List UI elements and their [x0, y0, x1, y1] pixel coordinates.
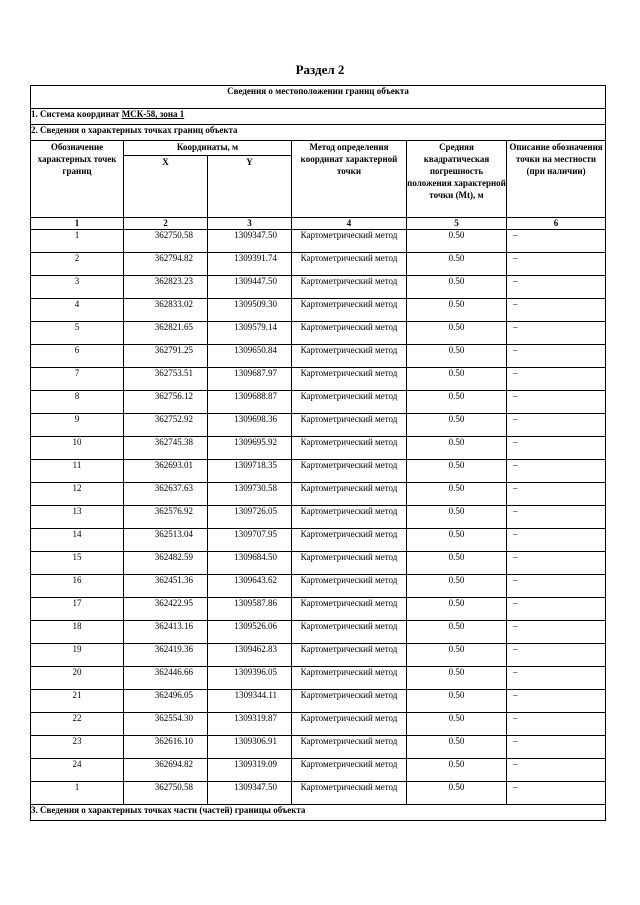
header-coordinates: Координаты, м	[124, 141, 292, 156]
accuracy: 0.50	[407, 667, 507, 690]
method: Картометрический метод	[292, 736, 407, 759]
table-row	[31, 621, 606, 644]
table-row	[31, 253, 606, 276]
coord-y: 1309396.05	[208, 667, 292, 690]
header-method: Метод определения координат характерной точки	[292, 141, 407, 218]
method: Картометрический метод	[292, 506, 407, 529]
description: –	[507, 276, 606, 299]
coord-y: 1309698.36	[208, 414, 292, 437]
method: Картометрический метод	[292, 644, 407, 667]
boundary-table	[30, 85, 606, 821]
coord-x: 362693.01	[124, 460, 208, 483]
description: –	[507, 368, 606, 391]
point-designation: 8	[31, 391, 124, 414]
column-number: 4	[292, 218, 407, 230]
accuracy: 0.50	[407, 552, 507, 575]
method: Картометрический метод	[292, 437, 407, 460]
header-description: Описание обозначения точки на местности (при наличии)	[507, 141, 606, 218]
coord-y: 1309306.91	[208, 736, 292, 759]
description: –	[507, 345, 606, 368]
description: –	[507, 552, 606, 575]
points-heading: 2. Сведения о характерных точках границ объекта	[31, 125, 606, 141]
coord-x: 362616.10	[124, 736, 208, 759]
point-designation: 13	[31, 506, 124, 529]
table-row	[31, 529, 606, 552]
accuracy: 0.50	[407, 368, 507, 391]
accuracy: 0.50	[407, 782, 507, 805]
point-designation: 1	[31, 230, 124, 253]
coord-y: 1309462.83	[208, 644, 292, 667]
point-designation: 15	[31, 552, 124, 575]
accuracy: 0.50	[407, 460, 507, 483]
accuracy: 0.50	[407, 598, 507, 621]
method: Картометрический метод	[292, 598, 407, 621]
description: –	[507, 230, 606, 253]
table-row	[31, 598, 606, 621]
method: Картометрический метод	[292, 460, 407, 483]
coord-y: 1309684.50	[208, 552, 292, 575]
accuracy: 0.50	[407, 713, 507, 736]
description: –	[507, 529, 606, 552]
point-designation: 18	[31, 621, 124, 644]
description: –	[507, 391, 606, 414]
description: –	[507, 460, 606, 483]
description: –	[507, 299, 606, 322]
coord-system-label: 1. Система координат	[31, 109, 120, 119]
accuracy: 0.50	[407, 230, 507, 253]
method: Картометрический метод	[292, 276, 407, 299]
point-designation: 11	[31, 460, 124, 483]
method: Картометрический метод	[292, 368, 407, 391]
coord-y: 1309688.87	[208, 391, 292, 414]
column-number: 6	[507, 218, 606, 230]
column-number: 3	[208, 218, 292, 230]
column-numbers-row	[31, 218, 606, 230]
method: Картометрический метод	[292, 759, 407, 782]
coord-x: 362794.82	[124, 253, 208, 276]
section-title: Раздел 2	[295, 62, 345, 77]
coord-y: 1309643.62	[208, 575, 292, 598]
coord-x: 362694.82	[124, 759, 208, 782]
point-designation: 5	[31, 322, 124, 345]
method: Картометрический метод	[292, 621, 407, 644]
coord-y: 1309707.95	[208, 529, 292, 552]
method: Картометрический метод	[292, 529, 407, 552]
table-row	[31, 736, 606, 759]
description: –	[507, 621, 606, 644]
method: Картометрический метод	[292, 575, 407, 598]
point-designation: 2	[31, 253, 124, 276]
method: Картометрический метод	[292, 230, 407, 253]
method: Картометрический метод	[292, 690, 407, 713]
coord-y: 1309579.14	[208, 322, 292, 345]
coord-y: 1309347.50	[208, 782, 292, 805]
table-row	[31, 644, 606, 667]
point-designation: 1	[31, 782, 124, 805]
accuracy: 0.50	[407, 736, 507, 759]
table-row	[31, 345, 606, 368]
table-row	[31, 230, 606, 253]
coord-y: 1309509.30	[208, 299, 292, 322]
accuracy: 0.50	[407, 345, 507, 368]
point-designation: 23	[31, 736, 124, 759]
table-row	[31, 414, 606, 437]
description: –	[507, 759, 606, 782]
description: –	[507, 575, 606, 598]
accuracy: 0.50	[407, 644, 507, 667]
coord-x: 362750.58	[124, 230, 208, 253]
coord-x: 362637.63	[124, 483, 208, 506]
method: Картометрический метод	[292, 322, 407, 345]
main-title: Сведения о местоположении границ объекта	[31, 86, 606, 109]
method: Картометрический метод	[292, 345, 407, 368]
description: –	[507, 414, 606, 437]
coord-x: 362745.38	[124, 437, 208, 460]
point-designation: 21	[31, 690, 124, 713]
table-row	[31, 322, 606, 345]
coord-y: 1309526.06	[208, 621, 292, 644]
method: Картометрический метод	[292, 483, 407, 506]
coord-y: 1309587.86	[208, 598, 292, 621]
table-row	[31, 483, 606, 506]
coord-x: 362419.36	[124, 644, 208, 667]
point-designation: 7	[31, 368, 124, 391]
header-designation: Обозначение характерных точек границ	[31, 141, 124, 218]
table-row	[31, 391, 606, 414]
coord-x: 362833.02	[124, 299, 208, 322]
point-designation: 19	[31, 644, 124, 667]
accuracy: 0.50	[407, 621, 507, 644]
description: –	[507, 253, 606, 276]
method: Картометрический метод	[292, 414, 407, 437]
coord-y: 1309718.35	[208, 460, 292, 483]
header-x: X	[124, 156, 208, 218]
table-row	[31, 460, 606, 483]
column-number: 5	[407, 218, 507, 230]
method: Картометрический метод	[292, 253, 407, 276]
point-designation: 24	[31, 759, 124, 782]
coord-y: 1309730.58	[208, 483, 292, 506]
coord-x: 362446.66	[124, 667, 208, 690]
accuracy: 0.50	[407, 299, 507, 322]
method: Картометрический метод	[292, 667, 407, 690]
description: –	[507, 667, 606, 690]
method: Картометрический метод	[292, 713, 407, 736]
description: –	[507, 644, 606, 667]
accuracy: 0.50	[407, 276, 507, 299]
accuracy: 0.50	[407, 529, 507, 552]
column-number: 2	[124, 218, 208, 230]
coord-y: 1309347.50	[208, 230, 292, 253]
coord-y: 1309726.05	[208, 506, 292, 529]
table-row	[31, 437, 606, 460]
table-row	[31, 667, 606, 690]
coord-x: 362496.05	[124, 690, 208, 713]
coord-x: 362413.16	[124, 621, 208, 644]
table-row	[31, 552, 606, 575]
coord-x: 362554.30	[124, 713, 208, 736]
accuracy: 0.50	[407, 437, 507, 460]
description: –	[507, 690, 606, 713]
coord-y: 1309447.50	[208, 276, 292, 299]
point-designation: 9	[31, 414, 124, 437]
coord-x: 362513.04	[124, 529, 208, 552]
coord-system-value: МСК-58, зона 1	[121, 109, 185, 119]
header-y: Y	[208, 156, 292, 218]
coord-x: 362752.92	[124, 414, 208, 437]
point-designation: 3	[31, 276, 124, 299]
accuracy: 0.50	[407, 322, 507, 345]
accuracy: 0.50	[407, 391, 507, 414]
coord-x: 362750.58	[124, 782, 208, 805]
table-row	[31, 759, 606, 782]
description: –	[507, 506, 606, 529]
point-designation: 10	[31, 437, 124, 460]
table-row	[31, 690, 606, 713]
header-accuracy: Средняя квадратическая погрешность положения характерной точки (Mt), м	[407, 141, 507, 218]
coord-y: 1309650.84	[208, 345, 292, 368]
coord-y: 1309687.97	[208, 368, 292, 391]
accuracy: 0.50	[407, 575, 507, 598]
point-designation: 20	[31, 667, 124, 690]
description: –	[507, 713, 606, 736]
method: Картометрический метод	[292, 299, 407, 322]
coord-x: 362821.65	[124, 322, 208, 345]
description: –	[507, 437, 606, 460]
coord-y: 1309319.09	[208, 759, 292, 782]
point-designation: 17	[31, 598, 124, 621]
accuracy: 0.50	[407, 759, 507, 782]
description: –	[507, 322, 606, 345]
accuracy: 0.50	[407, 690, 507, 713]
point-designation: 14	[31, 529, 124, 552]
coord-x: 362576.92	[124, 506, 208, 529]
table-row	[31, 299, 606, 322]
accuracy: 0.50	[407, 253, 507, 276]
column-number: 1	[31, 218, 124, 230]
coord-x: 362753.51	[124, 368, 208, 391]
table-row	[31, 575, 606, 598]
coord-x: 362791.25	[124, 345, 208, 368]
point-designation: 12	[31, 483, 124, 506]
coord-y: 1309695.92	[208, 437, 292, 460]
table-row	[31, 368, 606, 391]
table-row	[31, 506, 606, 529]
description: –	[507, 483, 606, 506]
description: –	[507, 736, 606, 759]
method: Картометрический метод	[292, 552, 407, 575]
coord-x: 362422.95	[124, 598, 208, 621]
coord-system	[31, 109, 606, 125]
coord-y: 1309319.87	[208, 713, 292, 736]
coord-y: 1309344.11	[208, 690, 292, 713]
description: –	[507, 598, 606, 621]
part-heading: 3. Сведения о характерных точках части (частей) границы объекта	[31, 805, 606, 821]
coord-y: 1309391.74	[208, 253, 292, 276]
coord-x: 362823.23	[124, 276, 208, 299]
point-designation: 22	[31, 713, 124, 736]
method: Картометрический метод	[292, 391, 407, 414]
accuracy: 0.50	[407, 483, 507, 506]
table-row	[31, 713, 606, 736]
coord-x: 362451.36	[124, 575, 208, 598]
coord-x: 362482.59	[124, 552, 208, 575]
accuracy: 0.50	[407, 414, 507, 437]
point-designation: 6	[31, 345, 124, 368]
accuracy: 0.50	[407, 506, 507, 529]
description: –	[507, 782, 606, 805]
table-row	[31, 276, 606, 299]
method: Картометрический метод	[292, 782, 407, 805]
table-row	[31, 782, 606, 805]
point-designation: 16	[31, 575, 124, 598]
coord-x: 362756.12	[124, 391, 208, 414]
point-designation: 4	[31, 299, 124, 322]
